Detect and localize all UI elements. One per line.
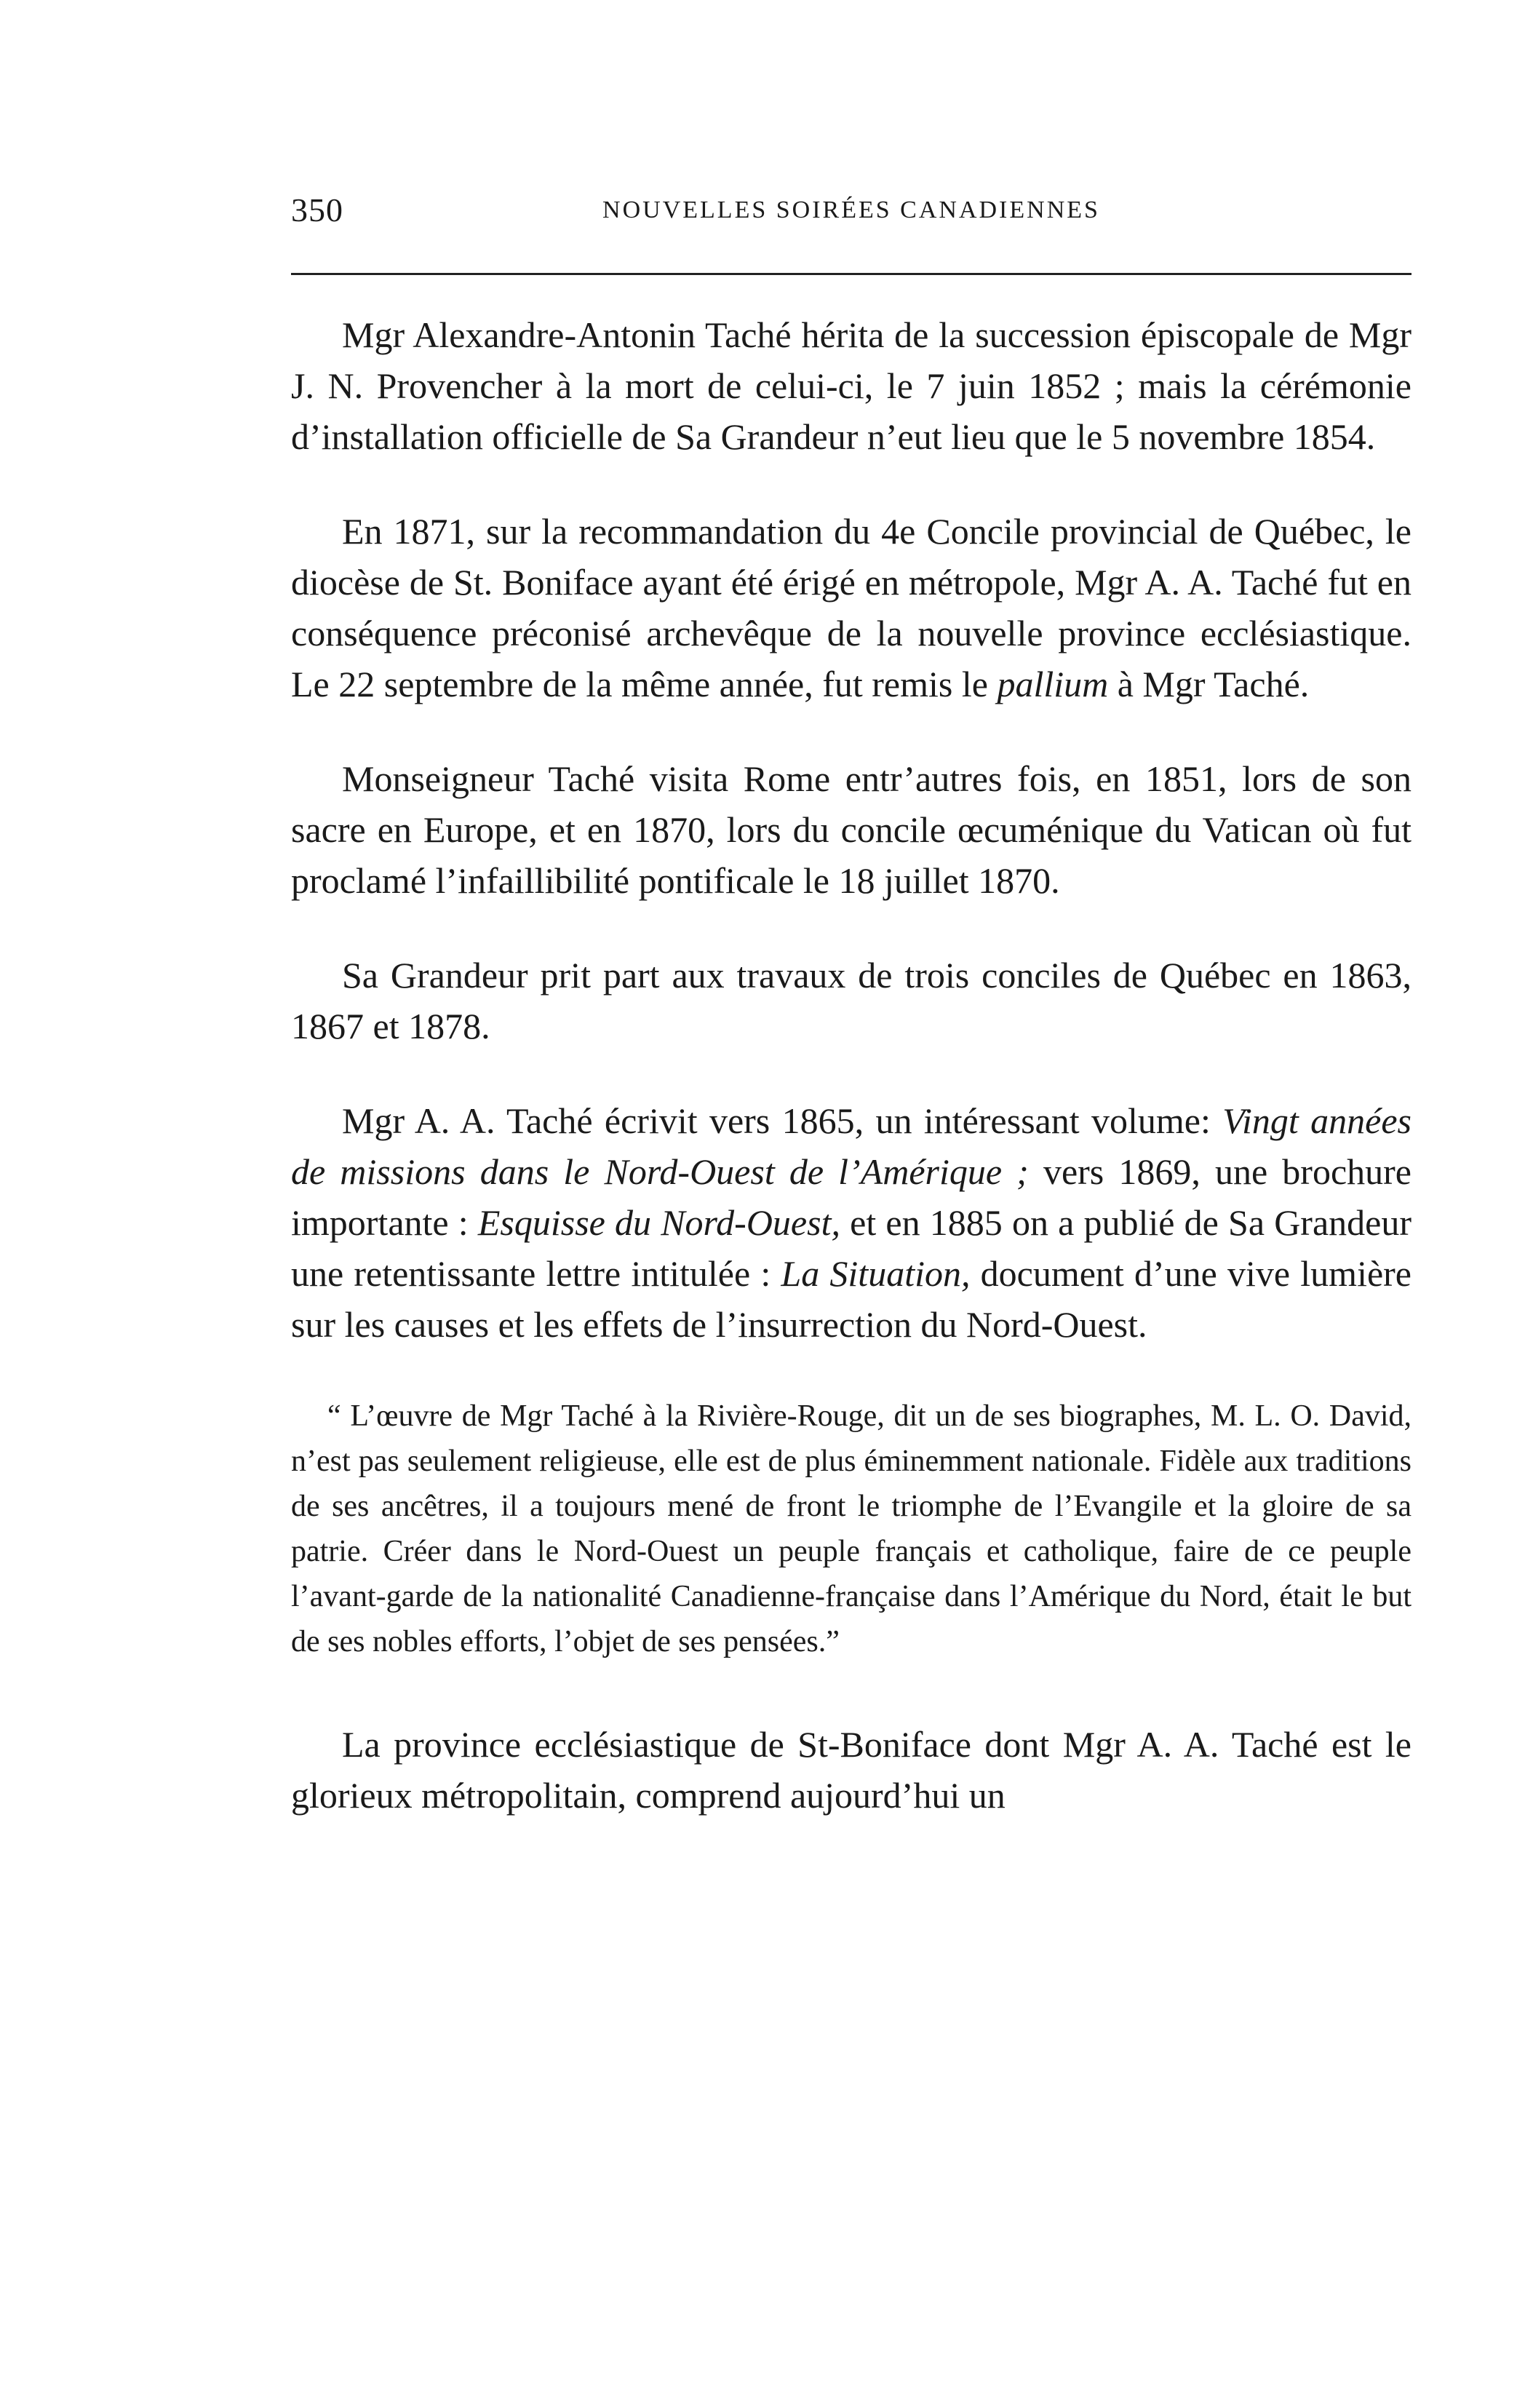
paragraph-province: La province ecclésiastique de St-Boniface dont Mgr A. A. Taché est le glorieux métropolitain, comprend aujourd’hui un <box>291 1724 1411 1816</box>
book-title-vingt-annees: Vingt années de missions dans le Nord-Ouest de l’Amérique ; <box>291 1100 1411 1192</box>
paragraph-rome: Monseigneur Taché visita Rome entr’autres fois, en 1851, lors de son sacre en Europe, et en 1870, lors du concile œcuménique du Vatican où fut proclamé l’infaillibilité pontificale le 18 juillet 1870. <box>291 758 1411 901</box>
pallium-term: pallium <box>997 664 1109 704</box>
header-rule <box>291 273 1411 275</box>
paragraph-writings-text-d: document d’une vive lumière sur les causes et les effets de l’insurrection du Nord-Ouest. <box>291 1253 1411 1345</box>
book-page <box>291 0 1411 2408</box>
paragraph-metropole <box>291 506 1411 710</box>
paragraph-succession: Mgr Alexandre-Antonin Taché hérita de la succession épiscopale de Mgr J. N. Provencher à la mort de celui-ci, le 7 juin 1852 ; mais la cérémonie d’installation officielle de Sa Grandeur n’eut lieu que le 5 novembre 1854. <box>291 314 1411 457</box>
block-quote-david: “ L’œuvre de Mgr Taché à la Rivière-Rouge, dit un de ses biographes, M. L. O. David, n’est pas seulement religieuse, elle est de plus éminemment nationale. Fidèle aux traditions de ses ancêtres, il a toujours mené de front le triomphe de l’Evangile et la gloire de sa patrie. Créer dans le Nord-Ouest un peuple français et catholique, faire de ce peuple l’avant-garde de la nationalité Canadienne-française dans l’Amérique du Nord, était le but de ses nobles efforts, l’objet de ses pensées.” <box>291 1399 1411 1658</box>
page-number: 350 <box>291 191 343 229</box>
paragraph-writings-text-c: et en 1885 on a publié de Sa Grandeur une retentissante lettre intitulée : <box>291 1202 1411 1294</box>
book-title-esquisse: Esquisse du Nord-Ouest, <box>477 1202 840 1243</box>
page-header <box>291 191 1411 234</box>
page-body <box>291 309 1411 1821</box>
paragraph-writings <box>291 1095 1411 1350</box>
paragraph-conciles: Sa Grandeur prit part aux travaux de trois conciles de Québec en 1863, 1867 et 1878. <box>291 955 1411 1046</box>
paragraph-writings-text-a: Mgr A. A. Taché écrivit vers 1865, un intéressant volume: <box>342 1100 1223 1141</box>
book-title-la-situation: La Situation, <box>781 1253 971 1294</box>
paragraph-metropole-text-a: En 1871, sur la recommandation du 4e Concile provincial de Québec, le diocèse de St. Boniface ayant été érigé en métropole, Mgr A. A. Taché fut en conséquence préconisé archevêque de la nouvelle province ecclésiastique. Le 22 septembre de la même année, fut remis le <box>291 511 1411 704</box>
running-head: NOUVELLES SOIRÉES CANADIENNES <box>602 196 1100 223</box>
paragraph-metropole-text-b: à Mgr Taché. <box>1108 664 1310 704</box>
paragraph-writings-text-b: vers 1869, une brochure importante : <box>291 1151 1411 1243</box>
